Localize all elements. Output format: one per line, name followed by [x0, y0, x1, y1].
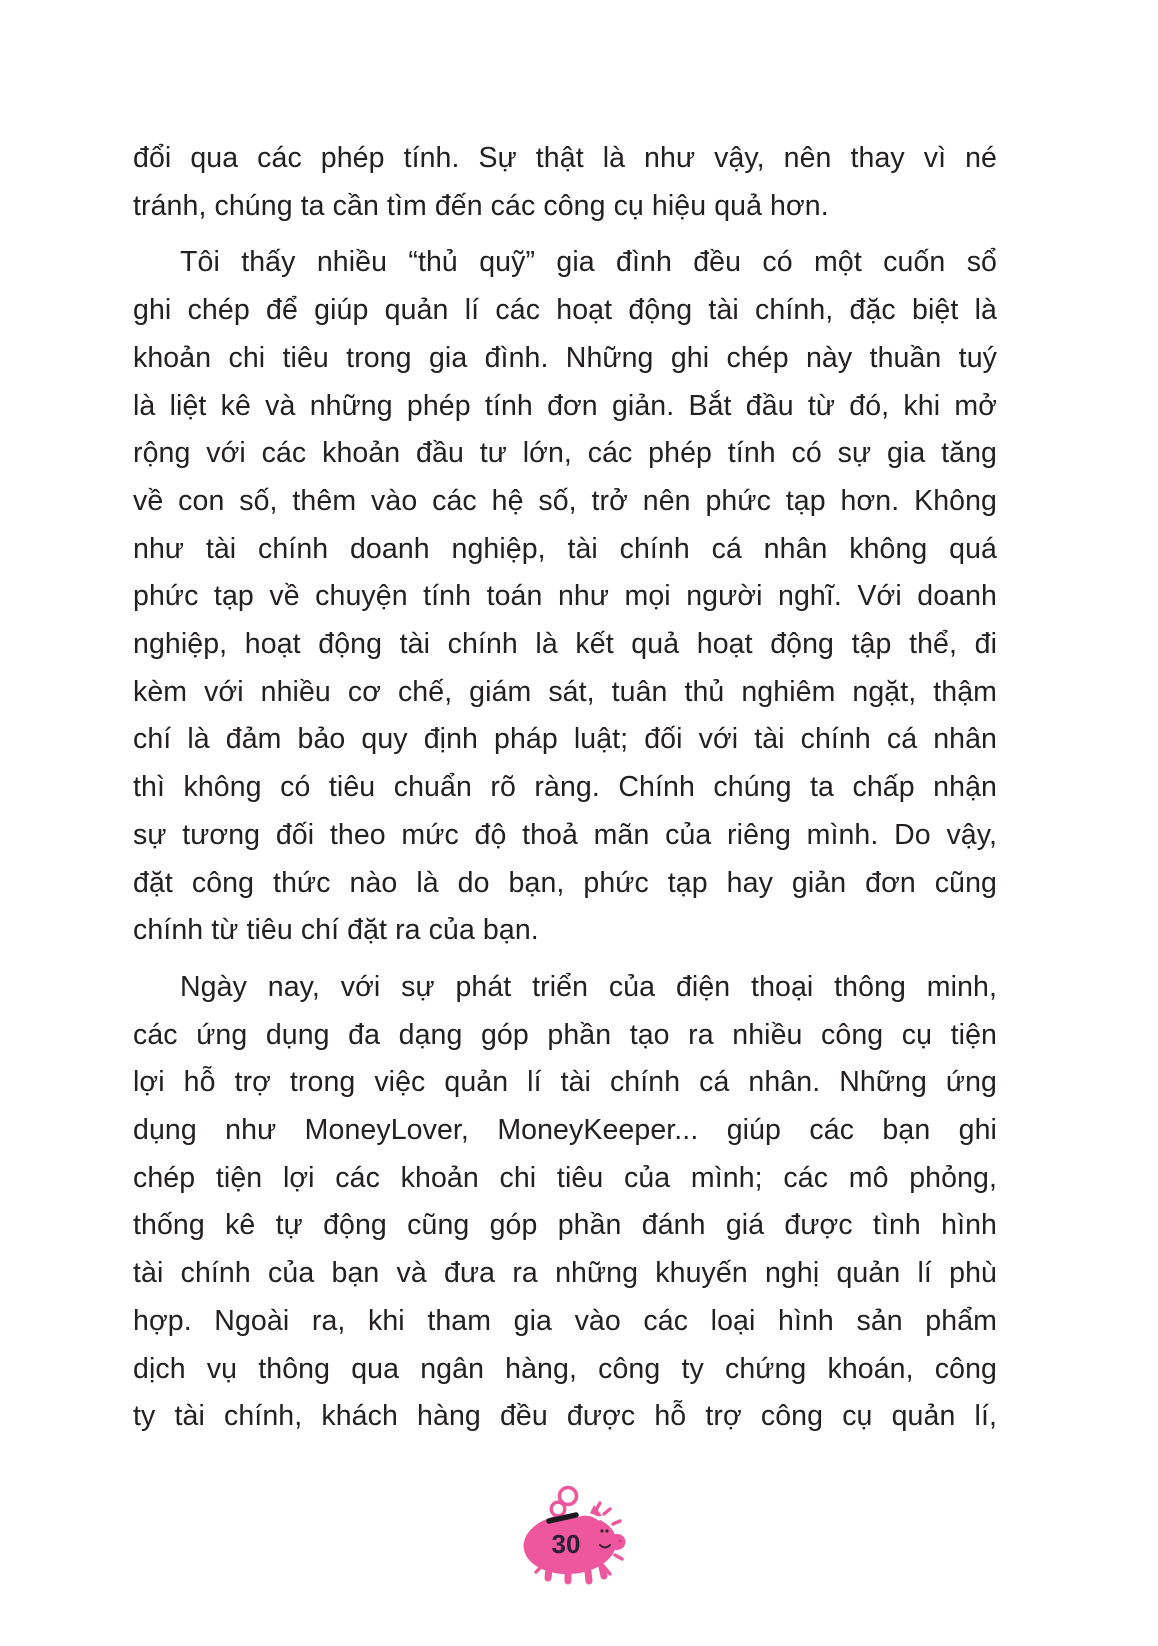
text-line: đổi qua các phép tính. Sự thật là như vậy, nên thay vì né — [133, 142, 997, 174]
text-line: như tài chính doanh nghiệp, tài chính cá nhân không quá — [133, 532, 997, 565]
text-line: sự tương đối theo mức độ thoả mãn của riêng mình. Do vậy, — [133, 818, 997, 851]
text-line: ghi chép để giúp quản lí các hoạt động tài chính, đặc biệt là — [133, 294, 997, 327]
text-line: hợp. Ngoài ra, khi tham gia vào các loại hình sản phẩm — [133, 1304, 997, 1337]
text-line: chí là đảm bảo quy định pháp luật; đối với tài chính cá nhân — [133, 723, 997, 756]
paragraph — [133, 964, 997, 1441]
page-number-badge — [512, 1460, 646, 1596]
page-text — [133, 135, 997, 1441]
text-line: dịch vụ thông qua ngân hàng, công ty chứng khoán, công — [133, 1352, 997, 1385]
text-line: phức tạp về chuyện tính toán như mọi người nghĩ. Với doanh — [133, 580, 997, 613]
text-line: khoản chi tiêu trong gia đình. Những ghi chép này thuần tuý — [133, 341, 997, 374]
text-line: thì không có tiêu chuẩn rõ ràng. Chính chúng ta chấp nhận — [133, 771, 997, 804]
paragraph — [133, 239, 997, 955]
paragraph — [133, 135, 997, 230]
text-line: rộng với các khoản đầu tư lớn, các phép tính có sự gia tăng — [133, 437, 997, 470]
text-line: ty tài chính, khách hàng đều được hỗ trợ công cụ quản lí, — [133, 1400, 997, 1433]
text-line: kèm với nhiều cơ chế, giám sát, tuân thủ nghiêm ngặt, thậm — [133, 675, 997, 708]
text-line: dụng như MoneyLover, MoneyKeeper... giúp các bạn ghi — [133, 1114, 997, 1147]
text-line: là liệt kê và những phép tính đơn giản. Bắt đầu từ đó, khi mở — [133, 389, 997, 422]
text-line: đặt công thức nào là do bạn, phức tạp hay giản đơn cũng — [133, 866, 997, 899]
text-line: về con số, thêm vào các hệ số, trở nên phức tạp hơn. Không — [133, 484, 997, 517]
text-line: tài chính của bạn và đưa ra những khuyến nghị quản lí phù — [133, 1257, 997, 1290]
text-line: các ứng dụng đa dạng góp phần tạo ra nhiều công cụ tiện — [133, 1018, 997, 1051]
text-line: Ngày nay, với sự phát triển của điện thoại thông minh, — [180, 970, 997, 1003]
text-line: nghiệp, hoạt động tài chính là kết quả hoạt động tập thể, đi — [133, 628, 997, 661]
page-number: 30 — [551, 1529, 581, 1559]
piggy-bank-icon — [512, 1460, 646, 1596]
text-line: chính từ tiêu chí đặt ra của bạn. — [133, 914, 539, 947]
text-line: chép tiện lợi các khoản chi tiêu của mình; các mô phỏng, — [133, 1161, 997, 1194]
text-line: Tôi thấy nhiều “thủ quỹ” gia đình đều có một cuốn sổ — [180, 246, 997, 279]
text-line: lợi hỗ trợ trong việc quản lí tài chính cá nhân. Những ứng — [133, 1066, 997, 1099]
text-line: tránh, chúng ta cần tìm đến các công cụ hiệu quả hơn. — [133, 189, 829, 222]
text-line: thống kê tự động cũng góp phần đánh giá được tình hình — [133, 1209, 997, 1242]
